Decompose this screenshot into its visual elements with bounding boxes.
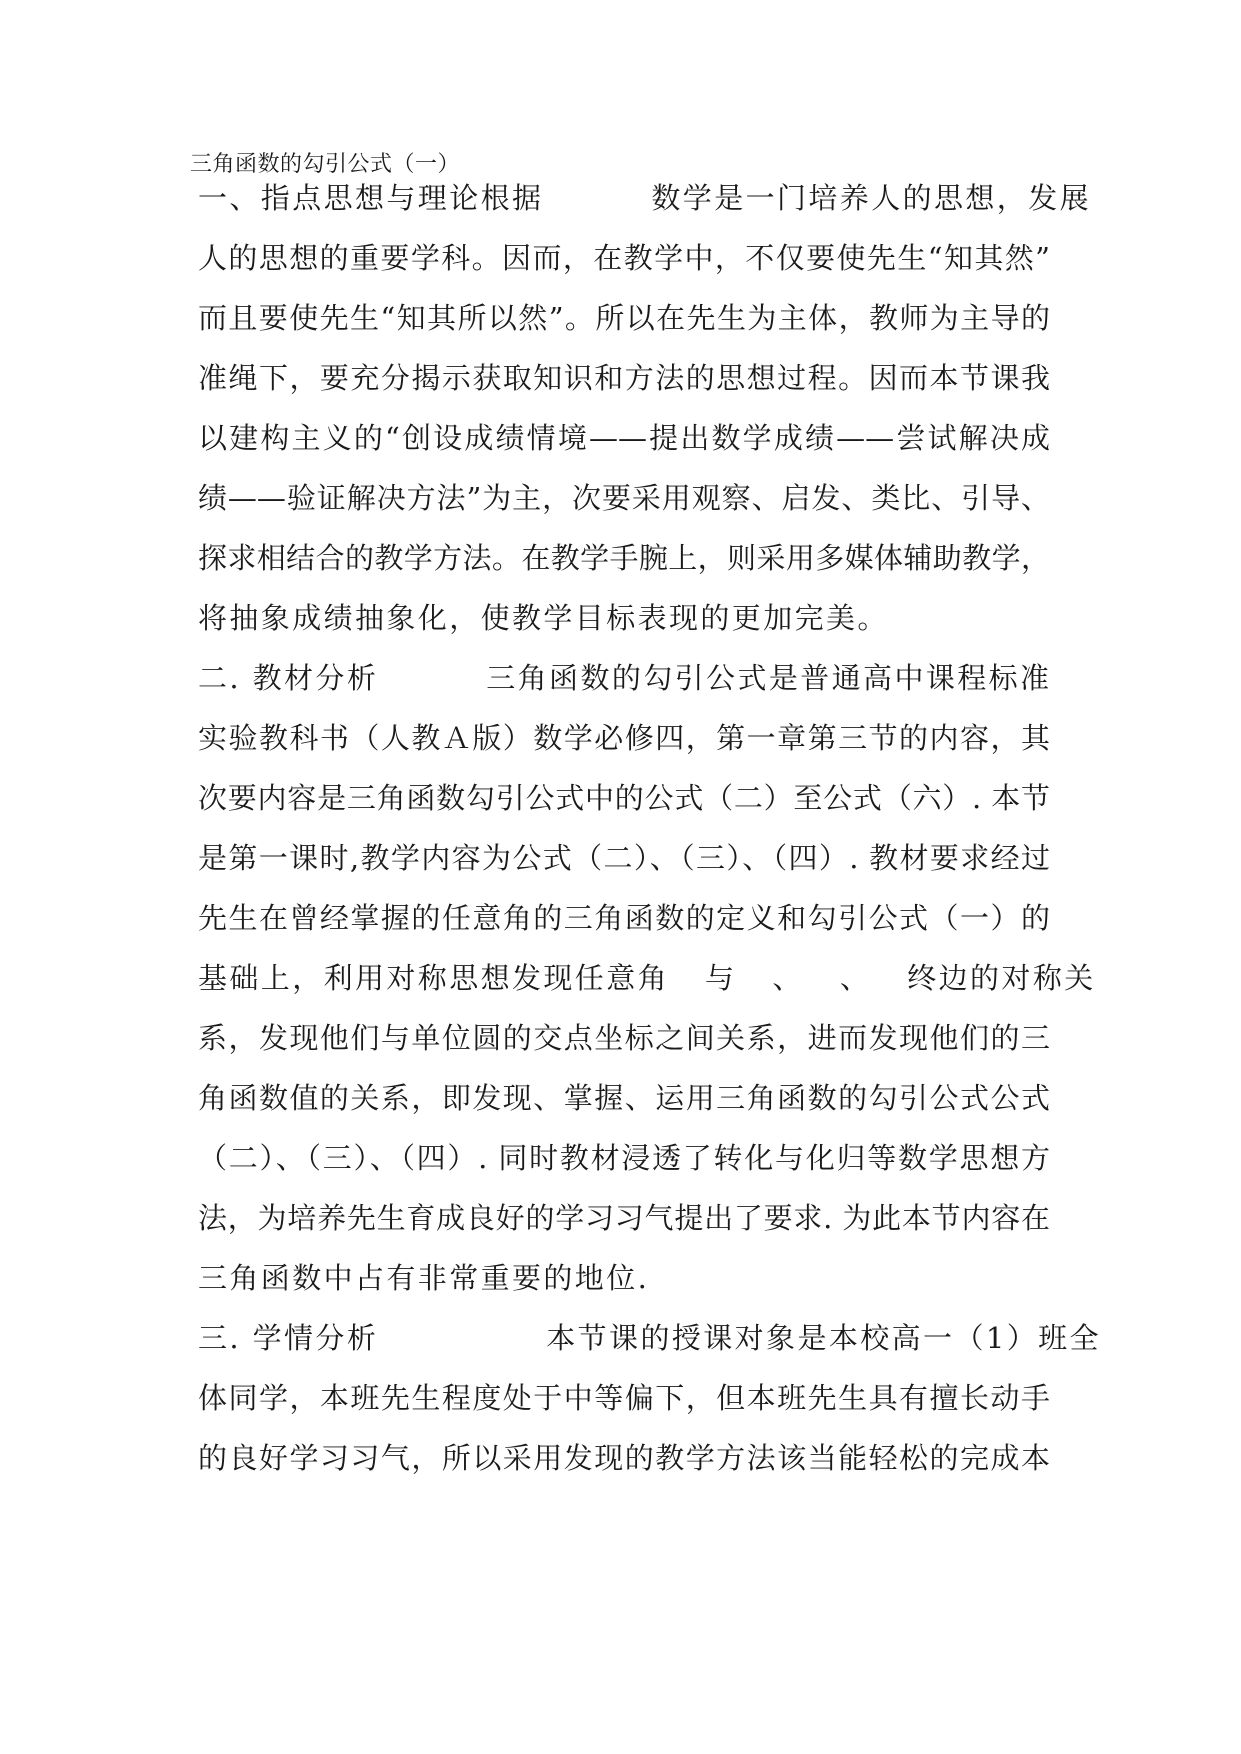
paragraph-line: 本节课的授课对象是本校高一（1）班全 xyxy=(546,1321,1101,1355)
section-1-heading: 一、指点思想与理论根据 xyxy=(198,181,544,215)
section-1-first-line xyxy=(198,178,1092,218)
paragraph-line: 是第一课时,教学内容为公式（二）、（三）、（四）. 教材要求经过 xyxy=(198,841,1050,875)
paragraph-line: 体同学，本班先生程度处于中等偏下，但本班先生具有擅长动手 xyxy=(198,1381,1050,1415)
paragraph-line: 数学是一门培养人的思想，发展 xyxy=(651,181,1092,215)
paragraph-line: 三角函数中占有非常重要的地位. xyxy=(198,1261,650,1295)
line-fragment: 终边的对称关 xyxy=(907,961,1096,995)
paragraph-line: 先生在曾经掌握的任意角的三角函数的定义和勾引公式（一）的 xyxy=(198,901,1050,935)
section-2-heading: 二. 教材分析 xyxy=(198,661,379,695)
paragraph-line: 将抽象成绩抽象化，使教学目标表现的更加完美。 xyxy=(198,601,889,635)
paragraph-line: 实验教科书（人教Ａ版）数学必修四，第一章第三节的内容，其 xyxy=(198,721,1050,755)
paragraph-line: 次要内容是三角函数勾引公式中的公式（二）至公式（六）. 本节 xyxy=(198,781,1050,815)
section-3-heading: 三. 学情分析 xyxy=(198,1321,379,1355)
paragraph-line: 系，发现他们与单位圆的交点坐标之间关系，进而发现他们的三 xyxy=(198,1021,1050,1055)
paragraph-line: 探求相结合的教学方法。在教学手腕上，则采用多媒体辅助教学， xyxy=(198,541,1050,575)
paragraph-line: 的良好学习习气，所以采用发现的教学方法该当能轻松的完成本 xyxy=(198,1441,1050,1475)
section-2-first-line xyxy=(198,658,1050,698)
line-fragment: 、 xyxy=(772,961,804,995)
paragraph-line: 而且要使先生“知其所以然”。所以在先生为主体，教师为主导的 xyxy=(198,301,1050,335)
paragraph-line-with-blanks xyxy=(198,958,1096,998)
paragraph-line: 角函数值的关系，即发现、掌握、运用三角函数的勾引公式公式 xyxy=(198,1081,1050,1115)
paragraph-line: 人的思想的重要学科。因而，在教学中，不仅要使先生“知其然” xyxy=(198,241,1050,275)
line-fragment: 与 xyxy=(705,961,737,995)
document-title: 三角函数的勾引公式（一） xyxy=(190,152,461,177)
line-fragment: 基础上，利用对称思想发现任意角 xyxy=(198,961,670,995)
paragraph-line: （二）、（三）、（四）. 同时教材浸透了转化与化归等数学思想方 xyxy=(198,1141,1050,1175)
line-fragment: 、 xyxy=(839,961,872,995)
section-3-first-line xyxy=(198,1318,1101,1358)
paragraph-line: 绩——验证解决方法”为主，次要采用观察、启发、类比、引导、 xyxy=(198,481,1050,515)
paragraph-line: 三角函数的勾引公式是普通高中课程标准 xyxy=(486,661,1052,695)
paragraph-line: 法，为培养先生育成良好的学习习气提出了要求. 为此本节内容在 xyxy=(198,1201,1050,1235)
paragraph-line: 以建构主义的“创设成绩情境——提出数学成绩——尝试解决成 xyxy=(198,421,1050,455)
paragraph-line: 准绳下，要充分揭示获取知识和方法的思想过程。因而本节课我 xyxy=(198,361,1050,395)
